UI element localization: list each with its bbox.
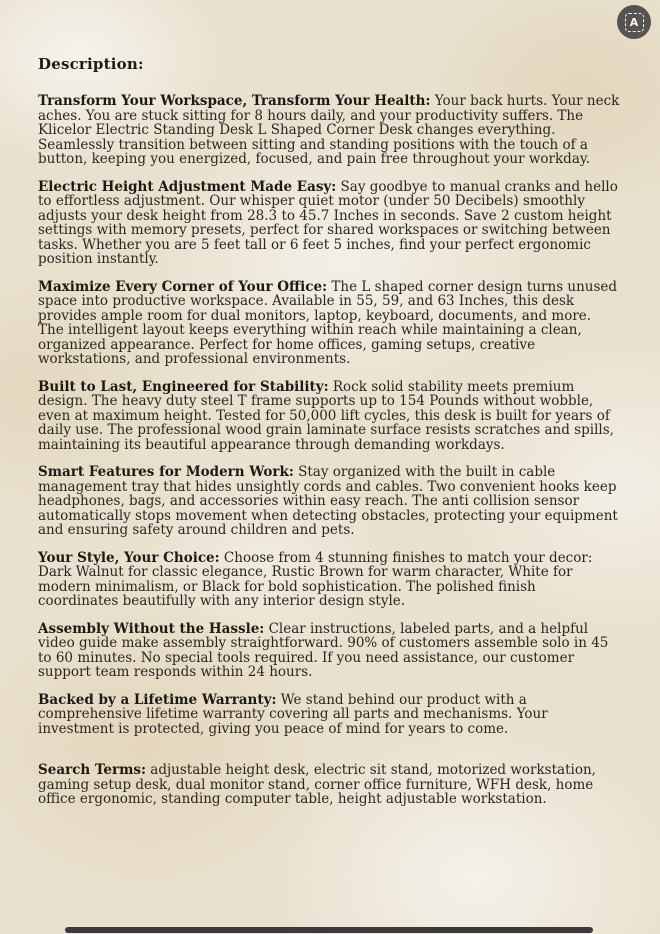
page-title: Description: bbox=[38, 55, 144, 73]
paragraph-assembly bbox=[38, 622, 620, 680]
paragraph-warranty bbox=[38, 693, 620, 737]
paragraph-smart-features bbox=[38, 465, 620, 538]
paragraph-body: adjustable height desk, electric sit stand, motorized workstation, gaming setup desk, dual monitor stand, corner office furniture, WFH desk, home office ergonomic, standing computer table, height adjustable workstation. bbox=[38, 762, 596, 807]
paragraph-lead: Maximize Every Corner of Your Office: bbox=[38, 278, 328, 295]
paragraph-style-choice bbox=[38, 551, 620, 609]
paragraph-body: The L shaped corner design turns unused space into productive workspace. Available in 55, 59, and 63 Inches, this desk provides ample room for dual monitors, laptop, keyboard, documents, and more. The intelligent layout keeps everything within reach while maintaining a clean, organized appearance. Perfect for home offices, gaming setups, creative workstations, and professional environments. bbox=[38, 278, 618, 367]
description-content bbox=[38, 55, 620, 820]
paragraph-body: Rock solid stability meets premium design. The heavy duty steel T frame supports up to 154 Pounds without wobble, even at maximum height. Tested for 50,000 lift cycles, this desk is built for years of daily use. The professional wood grain laminate surface resists scratches and spills, maintaining its beautiful appearance through demanding workdays. bbox=[38, 378, 614, 453]
paragraph-body: Stay organized with the built in cable management tray that hides unsightly cords and cables. Two convenient hooks keep headphones, bags, and accessories within easy reach. The anti collision sensor automatically stops movement when detecting obstacles, protecting your equipment and ensuring safety around children and pets. bbox=[38, 464, 618, 538]
paragraph-lead: Electric Height Adjustment Made Easy: bbox=[38, 178, 337, 195]
paragraph-transform-workspace bbox=[38, 94, 620, 167]
paragraph-lead: Your Style, Your Choice: bbox=[38, 549, 220, 566]
paragraph-maximize-corner bbox=[38, 280, 620, 367]
live-text-button[interactable] bbox=[617, 5, 651, 39]
paragraph-built-to-last bbox=[38, 380, 620, 453]
paragraph-lead: Assembly Without the Hassle: bbox=[38, 620, 265, 637]
paragraph-lead: Transform Your Workspace, Transform Your Health: bbox=[38, 93, 431, 109]
paragraph-lead: Search Terms: bbox=[38, 762, 146, 778]
paragraph-body: We stand behind our product with a comprehensive lifetime warranty covering all parts and mechanisms. Your investment is protected, giving you peace of mind for years to come. bbox=[38, 691, 548, 737]
paragraph-height-adjustment bbox=[38, 180, 620, 267]
paragraph-body: Your back hurts. Your neck aches. You are stuck sitting for 8 hours daily, and your productivity suffers. The Klicelor Electric Standing Desk L Shaped Corner Desk changes everything. Seamlessly transition between sitting and standing positions with the touch of a button, keeping you energized, focused, and pain free throughout your workday. bbox=[38, 93, 620, 167]
home-indicator-bar[interactable] bbox=[65, 927, 593, 933]
paragraph-body: Say goodbye to manual cranks and hello to effortless adjustment. Our whisper quiet motor (under 50 Decibels) smoothly adjusts your desk height from 28.3 to 45.7 Inches in seconds. Save 2 custom height settings with memory presets, perfect for shared workspaces or switching between tasks. Whether you are 5 feet tall or 6 feet 5 inches, find your perfect ergonomic position instantly. bbox=[38, 178, 618, 267]
paragraph-search-terms bbox=[38, 763, 620, 807]
paragraph-lead: Smart Features for Modern Work: bbox=[38, 464, 294, 480]
text-scan-icon: A bbox=[625, 13, 644, 32]
paragraph-lead: Built to Last, Engineered for Stability: bbox=[38, 378, 329, 395]
paragraph-body: Clear instructions, labeled parts, and a helpful video guide make assembly straightforward. 90% of customers assemble solo in 45 to 60 minutes. No special tools required. If you need assistance, our customer support team responds within 24 hours. bbox=[38, 620, 609, 680]
paragraph-lead: Backed by a Lifetime Warranty: bbox=[38, 691, 277, 708]
paragraph-body: Choose from 4 stunning finishes to match your decor: Dark Walnut for classic elegance, Rustic Brown for warm character, White for modern minimalism, or Black for bold sophistication. The polished finish coordinates beautifully with any interior design style. bbox=[38, 549, 593, 609]
